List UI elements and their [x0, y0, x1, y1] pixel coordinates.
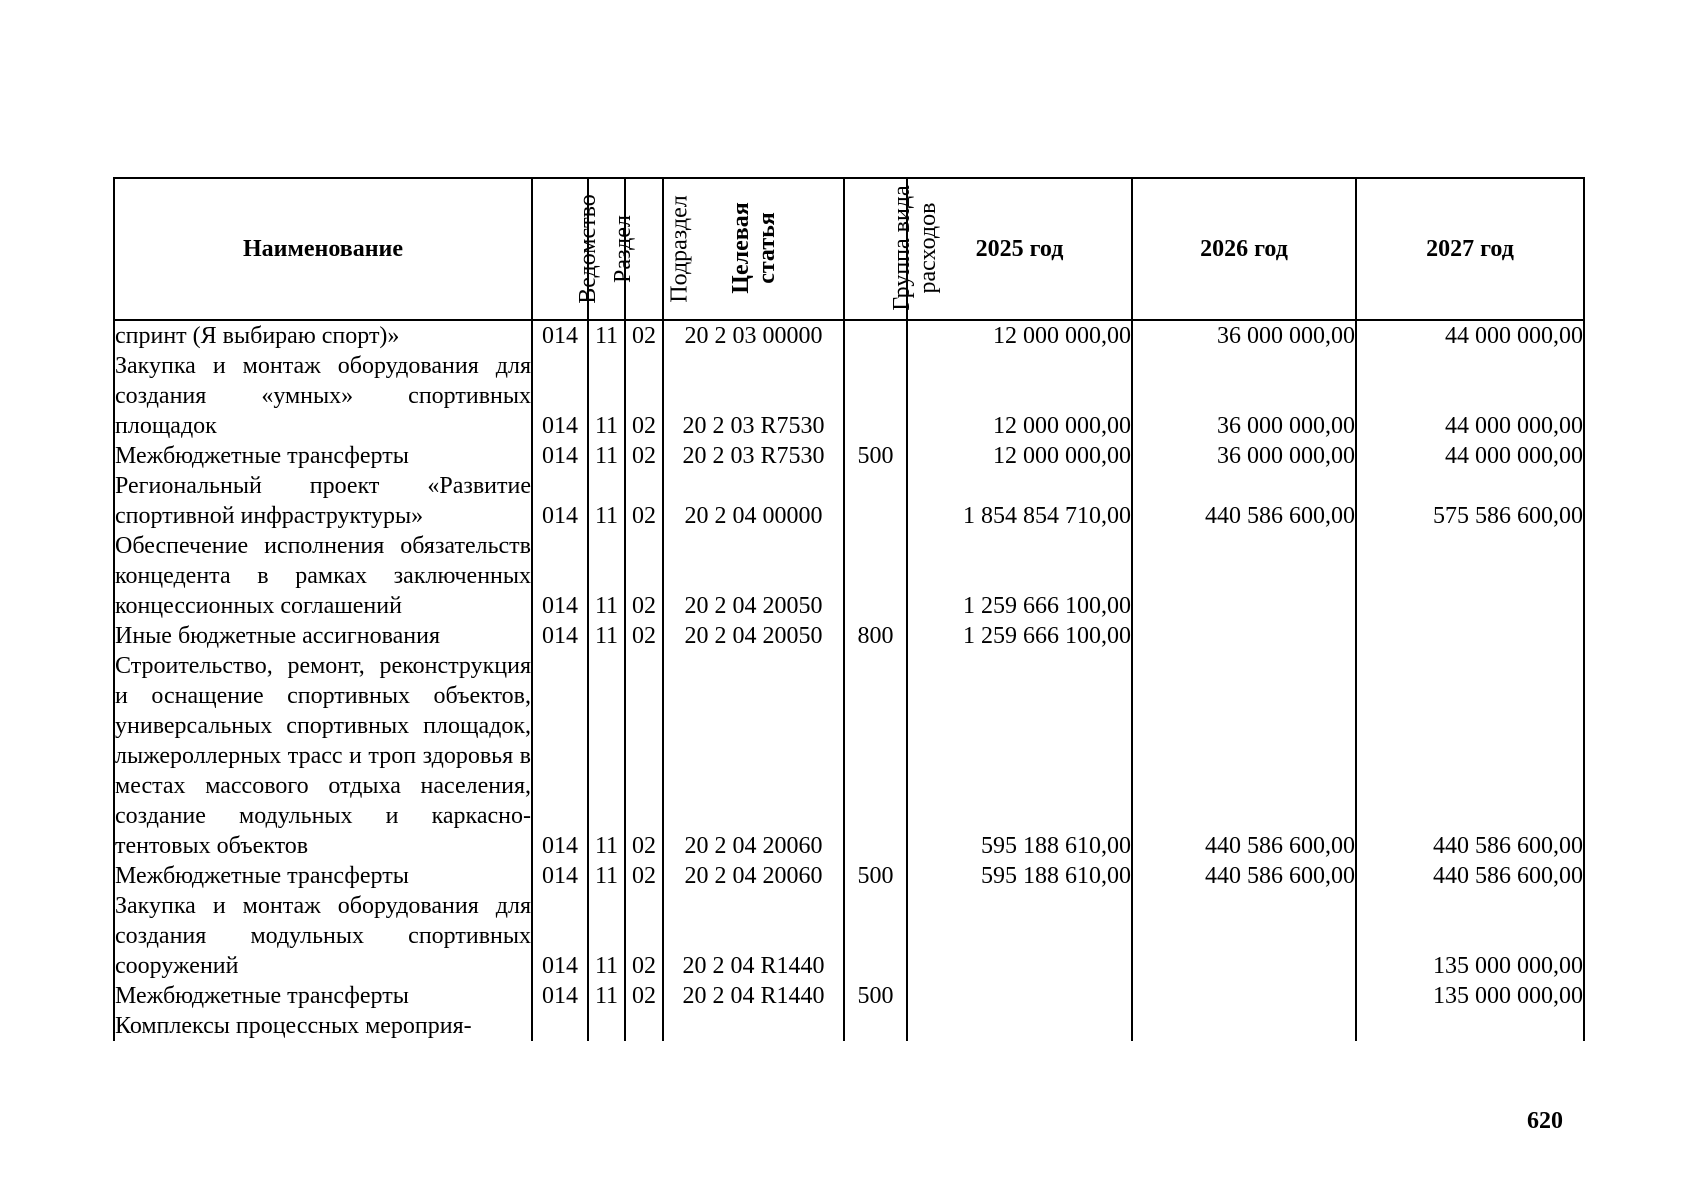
table-row — [114, 981, 1584, 1011]
row-target-article — [663, 1011, 844, 1041]
row-dept: 014 — [532, 981, 588, 1011]
row-expense-group — [844, 1011, 907, 1041]
row-name: Межбюджетные трансферты — [114, 441, 532, 471]
row-value-2025 — [907, 1011, 1132, 1041]
row-target-article: 20 2 04 20050 — [663, 621, 844, 651]
row-value-2025: 12 000 000,00 — [907, 351, 1132, 441]
row-target-article: 20 2 03 00000 — [663, 320, 844, 351]
row-value-2025: 1 854 854 710,00 — [907, 471, 1132, 531]
table-row — [114, 891, 1584, 981]
row-expense-group — [844, 531, 907, 621]
budget-table — [113, 177, 1585, 1041]
header-2026: 2026 год — [1132, 178, 1356, 320]
row-subsection: 02 — [625, 441, 663, 471]
table-row — [114, 531, 1584, 621]
row-section: 11 — [588, 861, 625, 891]
row-subsection: 02 — [625, 981, 663, 1011]
row-subsection: 02 — [625, 351, 663, 441]
table-row — [114, 1011, 1584, 1041]
row-value-2025 — [907, 891, 1132, 981]
row-target-article: 20 2 03 R7530 — [663, 441, 844, 471]
row-value-2027: 44 000 000,00 — [1356, 320, 1584, 351]
row-dept: 014 — [532, 471, 588, 531]
row-value-2026 — [1132, 531, 1356, 621]
row-value-2027: 44 000 000,00 — [1356, 351, 1584, 441]
row-subsection: 02 — [625, 861, 663, 891]
row-target-article: 20 2 04 R1440 — [663, 891, 844, 981]
row-dept: 014 — [532, 891, 588, 981]
row-section: 11 — [588, 320, 625, 351]
row-dept: 014 — [532, 651, 588, 861]
row-expense-group — [844, 471, 907, 531]
row-value-2026: 36 000 000,00 — [1132, 441, 1356, 471]
table-row — [114, 351, 1584, 441]
row-subsection: 02 — [625, 891, 663, 981]
table-row — [114, 651, 1584, 861]
row-value-2025: 1 259 666 100,00 — [907, 621, 1132, 651]
row-value-2026: 440 586 600,00 — [1132, 861, 1356, 891]
row-dept: 014 — [532, 320, 588, 351]
row-value-2026: 36 000 000,00 — [1132, 320, 1356, 351]
table-row — [114, 621, 1584, 651]
row-value-2027: 440 586 600,00 — [1356, 651, 1584, 861]
row-target-article: 20 2 04 20060 — [663, 861, 844, 891]
table-row — [114, 861, 1584, 891]
row-name: Закупка и монтаж оборудования для создания модульных спортивных сооружений — [115, 893, 531, 979]
table-body — [114, 320, 1584, 1041]
table-row — [114, 320, 1584, 351]
row-value-2026: 440 586 600,00 — [1132, 471, 1356, 531]
row-name: Региональный проект «Развитие спортивной инфраструктуры» — [115, 473, 531, 529]
row-section: 11 — [588, 351, 625, 441]
row-expense-group: 500 — [844, 981, 907, 1011]
table-row — [114, 441, 1584, 471]
row-name: Иные бюджетные ассигнования — [114, 621, 532, 651]
header-subsection: Подраздел — [625, 178, 663, 320]
header-target-article: Целевая статья — [663, 178, 844, 320]
row-name: Строительство, ремонт, реконструкция и оснащение спортивных объектов, универсальных спортивных площадок, лыжероллерных трасс и троп здоровья в местах массового отдыха населения, создание модульных и каркасно-тентовых объектов — [115, 653, 531, 859]
row-value-2027: 135 000 000,00 — [1356, 981, 1584, 1011]
header-2027: 2027 год — [1356, 178, 1584, 320]
row-target-article: 20 2 04 20060 — [663, 651, 844, 861]
row-dept: 014 — [532, 621, 588, 651]
row-value-2025 — [907, 981, 1132, 1011]
row-section: 11 — [588, 531, 625, 621]
row-value-2025: 12 000 000,00 — [907, 320, 1132, 351]
row-subsection: 02 — [625, 531, 663, 621]
row-value-2026 — [1132, 1011, 1356, 1041]
row-expense-group — [844, 351, 907, 441]
row-name: спринт (Я выбираю спорт)» — [114, 320, 532, 351]
page-number: 620 — [1527, 1108, 1563, 1134]
row-value-2025: 595 188 610,00 — [907, 651, 1132, 861]
row-name: Межбюджетные трансферты — [114, 981, 532, 1011]
row-expense-group — [844, 320, 907, 351]
header-name: Наименование — [114, 178, 532, 320]
row-expense-group: 800 — [844, 621, 907, 651]
row-name: Межбюджетные трансферты — [114, 861, 532, 891]
row-subsection: 02 — [625, 471, 663, 531]
row-subsection — [625, 1011, 663, 1041]
row-name: Комплексы процессных мероприя- — [114, 1011, 532, 1041]
row-target-article: 20 2 04 00000 — [663, 471, 844, 531]
table-row — [114, 471, 1584, 531]
header-section: Раздел — [588, 178, 625, 320]
row-value-2025: 595 188 610,00 — [907, 861, 1132, 891]
row-dept: 014 — [532, 531, 588, 621]
row-value-2026 — [1132, 891, 1356, 981]
row-expense-group: 500 — [844, 441, 907, 471]
row-target-article: 20 2 04 20050 — [663, 531, 844, 621]
row-value-2027 — [1356, 1011, 1584, 1041]
row-name: Обеспечение исполнения обязательств концедента в рамках заключенных концессионных соглашений — [115, 533, 531, 619]
row-name: Закупка и монтаж оборудования для создания «умных» спортивных площадок — [115, 353, 531, 439]
row-dept: 014 — [532, 861, 588, 891]
table-header-row — [114, 178, 1584, 320]
row-value-2026 — [1132, 621, 1356, 651]
row-dept: 014 — [532, 441, 588, 471]
header-expense-group: Группа вида расходов — [844, 178, 907, 320]
row-section: 11 — [588, 651, 625, 861]
row-section: 11 — [588, 441, 625, 471]
row-value-2025: 1 259 666 100,00 — [907, 531, 1132, 621]
row-value-2027: 44 000 000,00 — [1356, 441, 1584, 471]
row-section: 11 — [588, 981, 625, 1011]
row-subsection: 02 — [625, 621, 663, 651]
row-section: 11 — [588, 891, 625, 981]
row-value-2026: 440 586 600,00 — [1132, 651, 1356, 861]
row-value-2027 — [1356, 531, 1584, 621]
row-dept — [532, 1011, 588, 1041]
row-value-2027: 135 000 000,00 — [1356, 891, 1584, 981]
row-dept: 014 — [532, 351, 588, 441]
row-expense-group — [844, 891, 907, 981]
header-dept: Ведомство — [532, 178, 588, 320]
row-target-article: 20 2 03 R7530 — [663, 351, 844, 441]
row-section — [588, 1011, 625, 1041]
row-value-2026: 36 000 000,00 — [1132, 351, 1356, 441]
row-target-article: 20 2 04 R1440 — [663, 981, 844, 1011]
header-2025: 2025 год — [907, 178, 1132, 320]
row-value-2025: 12 000 000,00 — [907, 441, 1132, 471]
row-section: 11 — [588, 621, 625, 651]
row-subsection: 02 — [625, 320, 663, 351]
row-value-2027: 440 586 600,00 — [1356, 861, 1584, 891]
row-subsection: 02 — [625, 651, 663, 861]
row-value-2026 — [1132, 981, 1356, 1011]
row-expense-group: 500 — [844, 861, 907, 891]
row-section: 11 — [588, 471, 625, 531]
row-expense-group — [844, 651, 907, 861]
row-value-2027: 575 586 600,00 — [1356, 471, 1584, 531]
row-value-2027 — [1356, 621, 1584, 651]
